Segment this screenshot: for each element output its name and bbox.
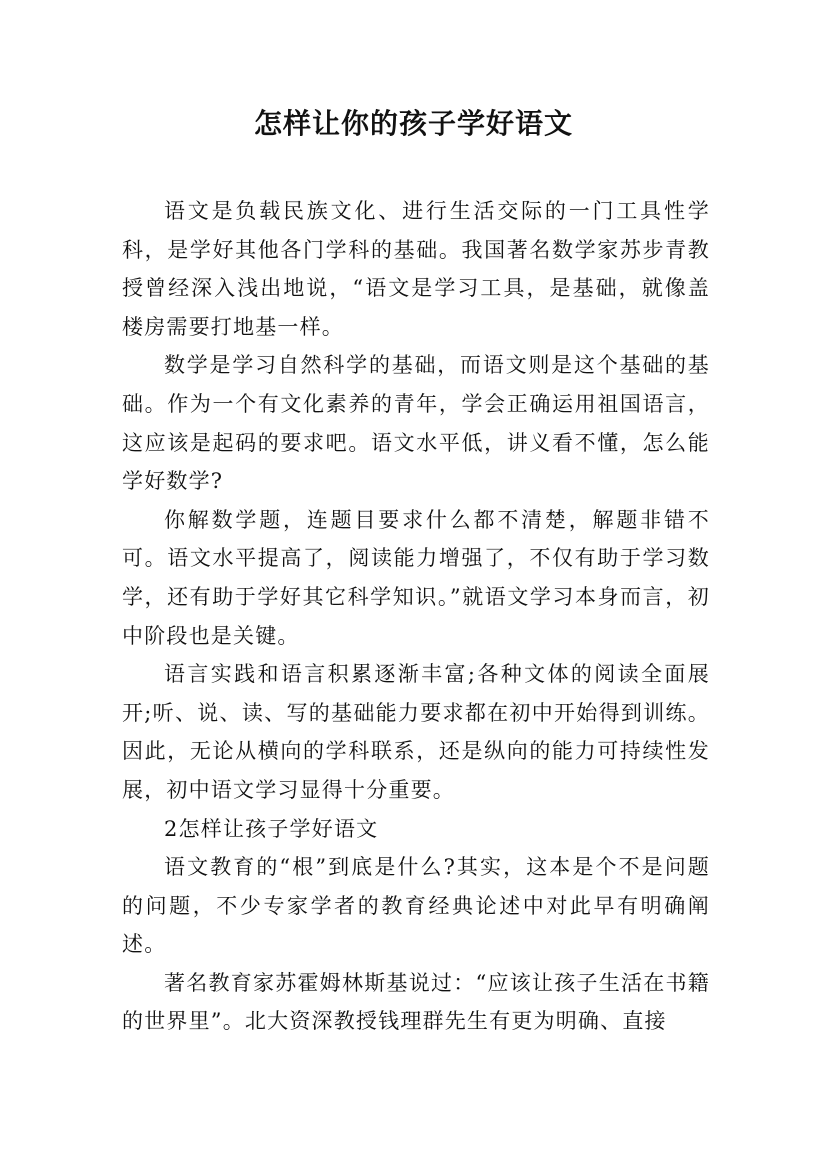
paragraph: 语言实践和语言积累逐渐丰富;各种文体的阅读全面展开;听、说、读、写的基础能力要求都在初中开始得到训练。因此，无论从横向的学科联系，还是纵向的能力可持续性发展，初中语文学习显得十分重要。 <box>122 662 710 802</box>
paragraph: 语文教育的“根”到底是什么?其实，这本是个不是问题的问题，不少专家学者的教育经典论述中对此早有明确阐述。 <box>122 855 710 957</box>
paragraph: 著名教育家苏霍姆林斯基说过：“应该让孩子生活在书籍的世界里”。北大资深教授钱理群先生有更为明确、直接 <box>122 970 710 1034</box>
document-body <box>122 192 710 1041</box>
paragraph: 数学是学习自然科学的基础，而语文则是这个基础的基础。作为一个有文化素养的青年，学会正确运用祖国语言，这应该是起码的要求吧。语文水平低，讲义看不懂，怎么能学好数学? <box>122 353 710 494</box>
paragraph: 语文是负载民族文化、进行生活交际的一门工具性学科，是学好其他各门学科的基础。我国著名数学家苏步青教授曾经深入浅出地说，“语文是学习工具，是基础，就像盖楼房需要打地基一样。 <box>122 199 710 339</box>
paragraph: 你解数学题，连题目要求什么都不清楚，解题非错不可。语文水平提高了，阅读能力增强了，不仅有助于学习数学，还有助于学好其它科学知识。”就语文学习本身而言，初中阶段也是关键。 <box>122 507 710 648</box>
document-title: 怎样让你的孩子学好语文 <box>253 107 573 140</box>
section-heading: 2怎样让孩子学好语文 <box>164 816 379 841</box>
